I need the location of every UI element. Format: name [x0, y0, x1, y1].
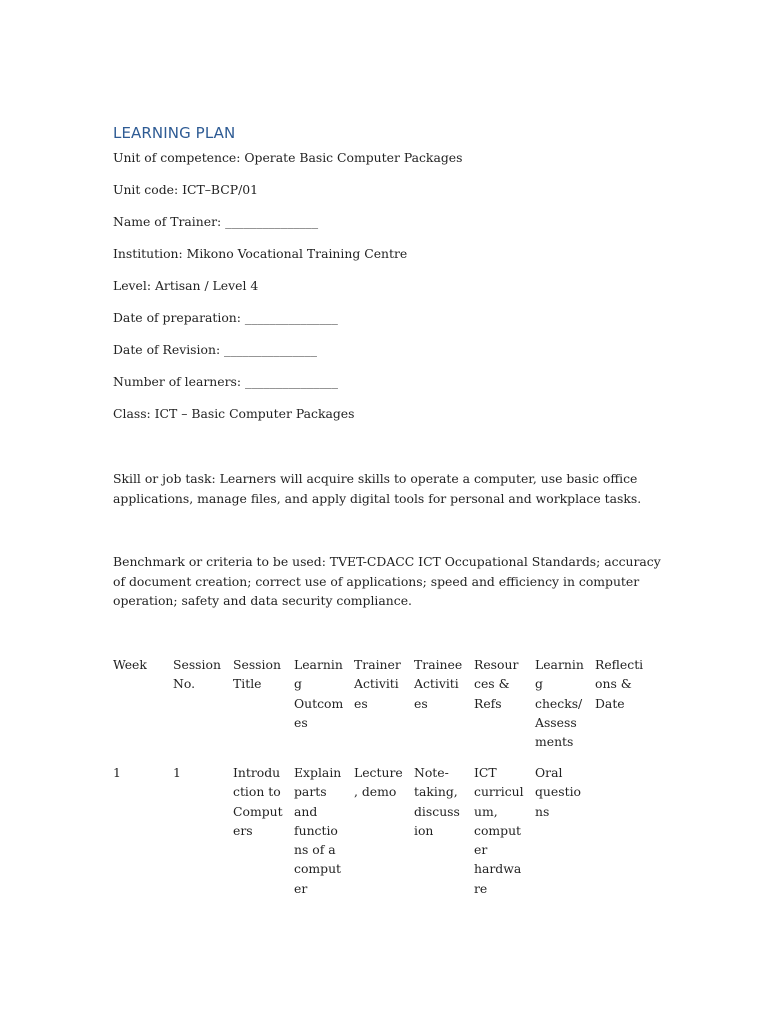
benchmark-paragraph: Benchmark or criteria to be used: TVET-CDACC ICT Occupational Standards; accuracy of document creation; correct use of applications; speed and efficiency in computer operation; safety and data security compliance.: [113, 554, 661, 608]
header-week: Week: [113, 657, 147, 672]
class: Class: ICT – Basic Computer Packages: [113, 406, 355, 421]
header-session-title: Session Title: [233, 657, 281, 692]
level: Level: Artisan / Level 4: [113, 278, 259, 293]
skill-task-paragraph: Skill or job task: Learners will acquire skills to operate a computer, use basic office applications, manage files, and apply digital tools for personal and workplace tasks.: [113, 471, 642, 506]
header-trainer-activities: Trainer Activiti es: [354, 657, 401, 711]
unit-code: Unit code: ICT–BCP/01: [113, 182, 259, 197]
date-of-preparation: Date of preparation: _______________: [113, 310, 338, 325]
cell-learning-outcomes: Explain parts and functio ns of a comput er: [294, 765, 342, 896]
cell-learning-checks: Oral questio ns: [535, 765, 582, 819]
institution: Institution: Mikono Vocational Training Centre: [113, 246, 408, 261]
cell-resources-refs: ICT curricul um, comput er hardwa re: [474, 765, 524, 896]
trainer-name: Name of Trainer: _______________: [113, 214, 319, 229]
cell-week: 1: [113, 765, 121, 780]
header-resources-refs: Resour ces & Refs: [474, 657, 519, 711]
cell-trainer-activities: Lecture , demo: [354, 765, 403, 800]
cell-session-no: 1: [173, 765, 181, 780]
header-trainee-activities: Trainee Activiti es: [414, 657, 463, 711]
number-of-learners: Number of learners: _______________: [113, 374, 338, 389]
page-title: LEARNING PLAN: [113, 124, 236, 142]
cell-session-title: Introdu ction to Comput ers: [233, 765, 283, 838]
header-learning-outcomes: Learnin g Outcom es: [294, 657, 344, 730]
header-session-no: Session No.: [173, 657, 221, 692]
header-reflections-date: Reflecti ons & Date: [595, 657, 644, 711]
unit-of-competence: Unit of competence: Operate Basic Computer Packages: [113, 150, 463, 165]
date-of-revision: Date of Revision: _______________: [113, 342, 317, 357]
header-learning-checks: Learnin g checks/ Assess ments: [535, 657, 584, 750]
cell-trainee-activities: Note- taking, discuss ion: [414, 765, 460, 838]
